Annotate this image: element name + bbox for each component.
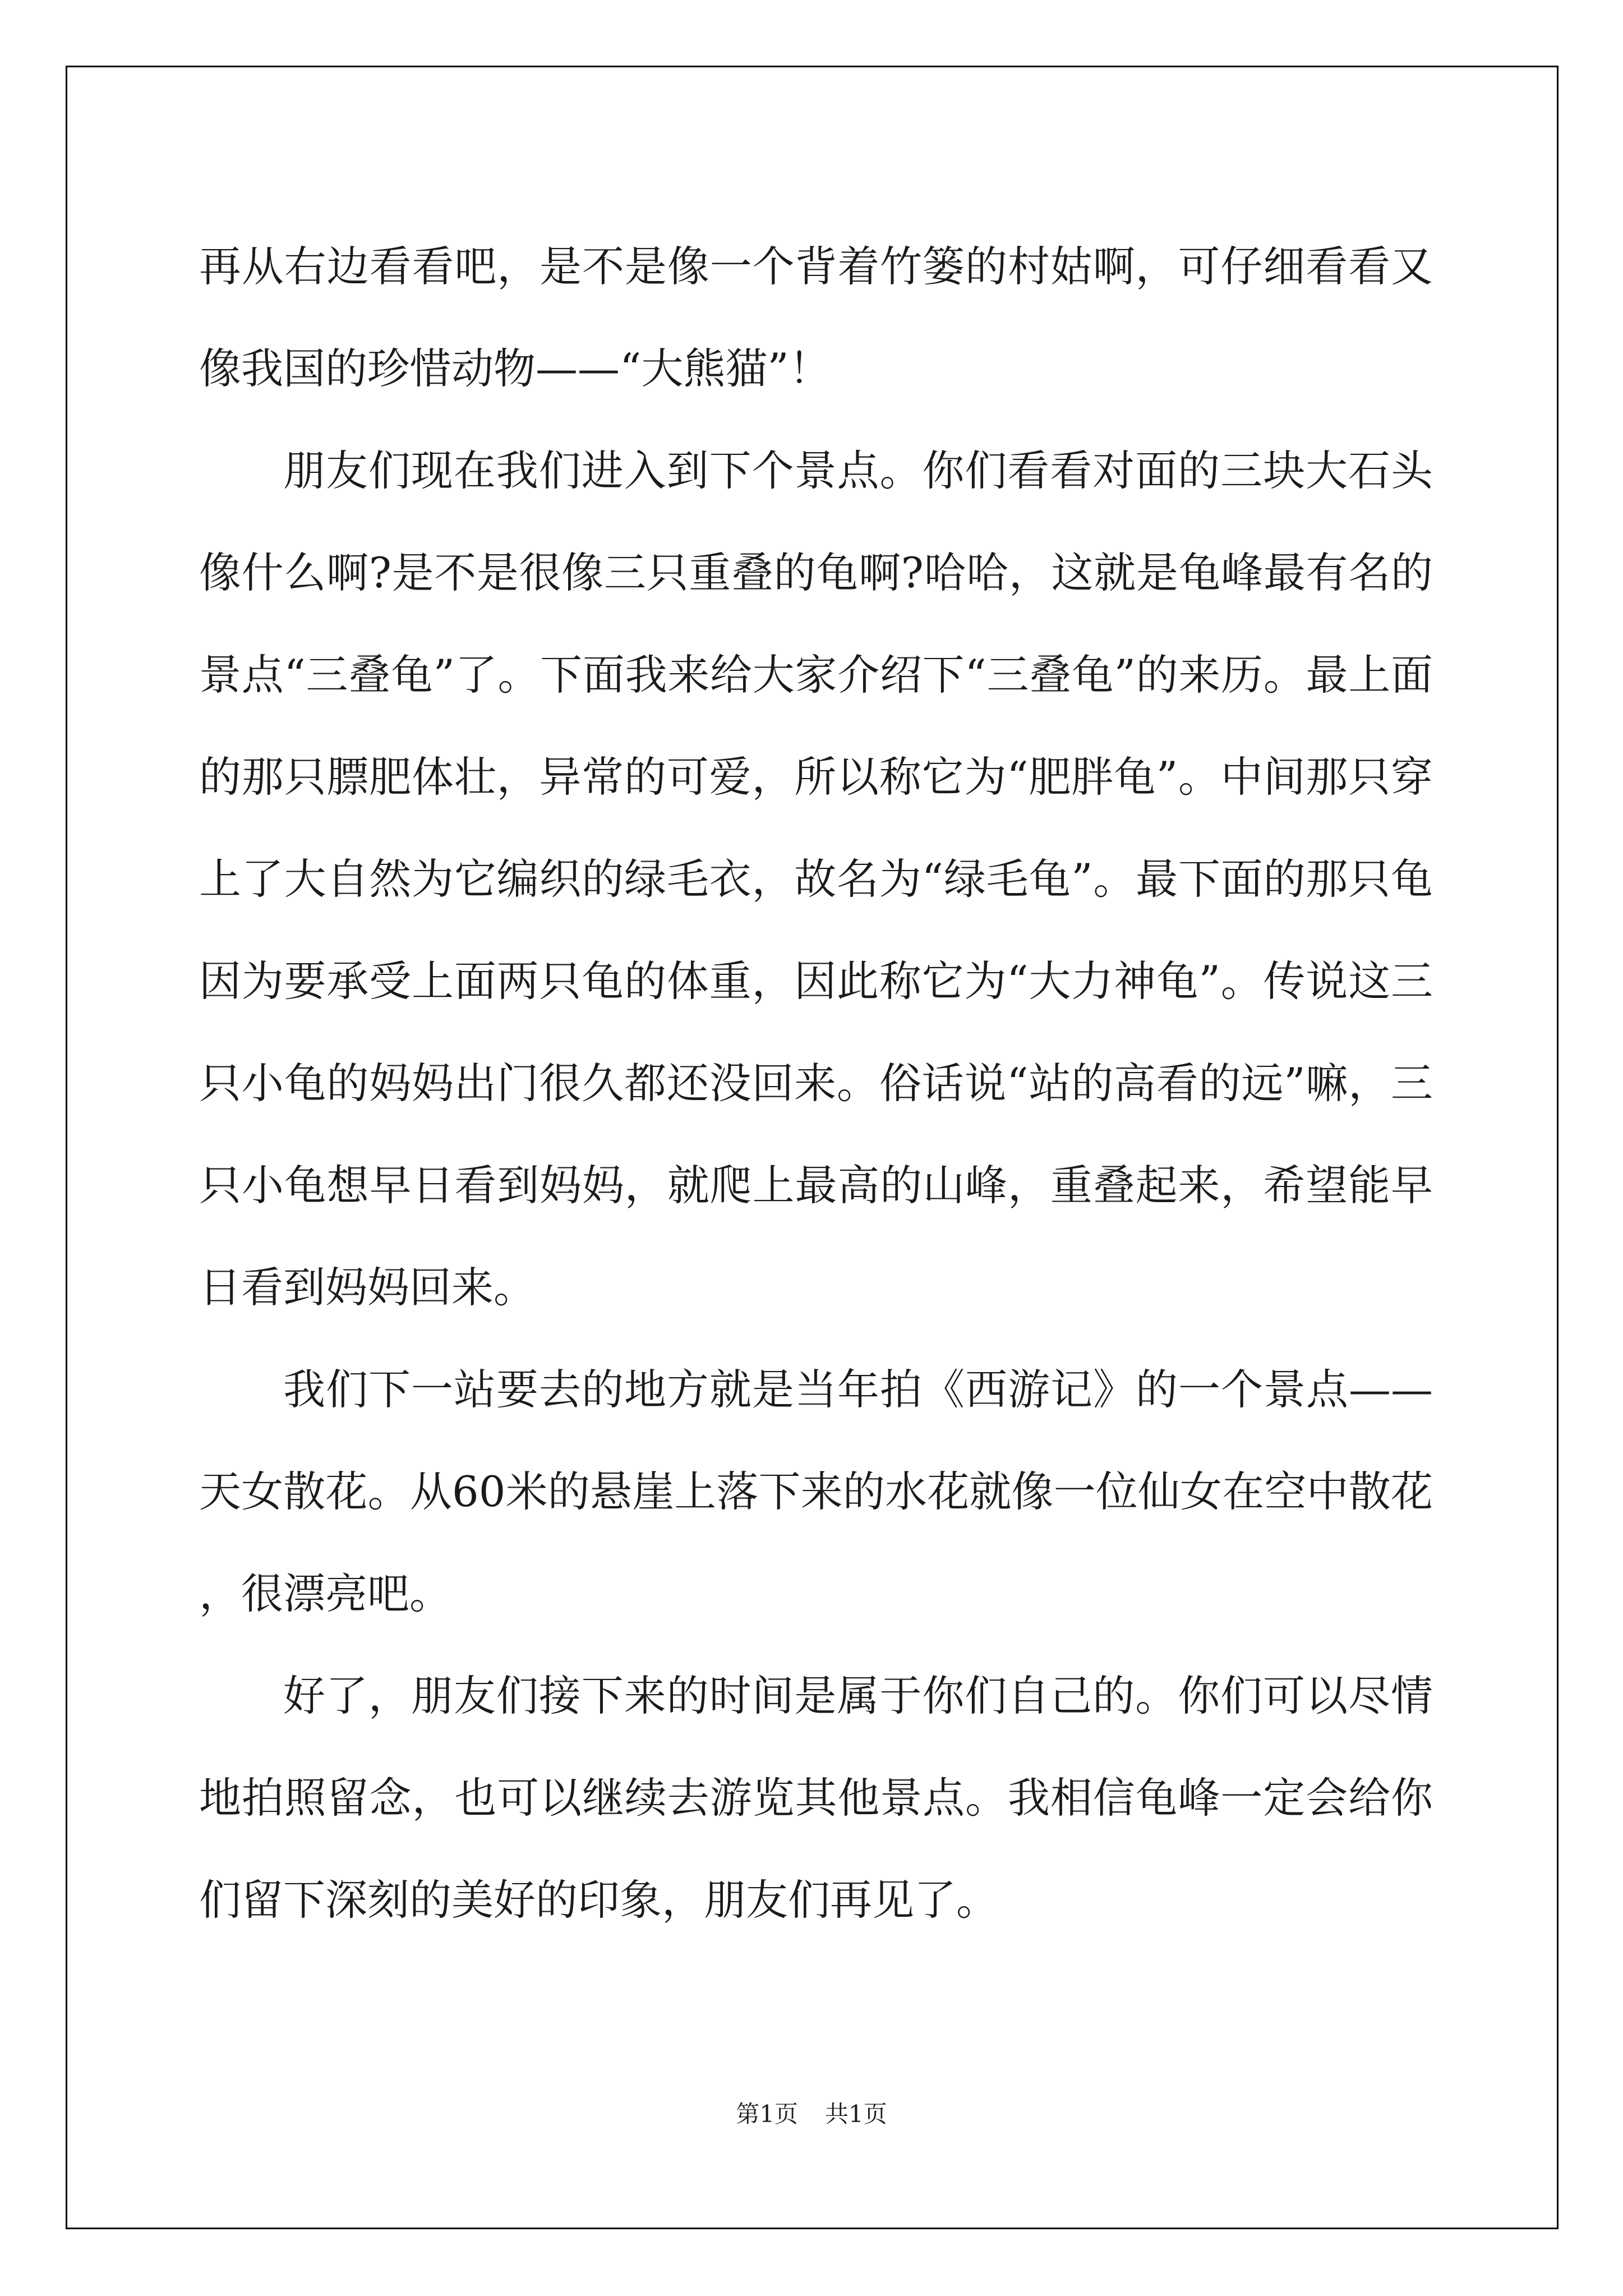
paragraph-1: 再从右边看看吧，是不是像一个背着竹篓的村姑啊，可仔细看看又像我国的珍惜动物——“大熊猫”！ xyxy=(199,242,1433,393)
document-body xyxy=(199,215,1433,1951)
paragraph-2: 朋友们现在我们进入到下个景点。你们看看对面的三块大石头像什么啊?是不是很像三只重叠的龟啊?哈哈，这就是龟峰最有名的景点“三叠龟”了。下面我来给大家介绍下“三叠龟”的来历。最上面的那只膘肥体壮，异常的可爱，所以称它为“肥胖龟”。中间那只穿上了大自然为它编织的绿毛衣，故名为“绿毛龟”。最下面的那只龟因为要承受上面两只龟的体重，因此称它为“大力神龟”。传说这三只小龟的妈妈出门很久都还没回来。俗话说“站的高看的远”嘛，三只小龟想早日看到妈妈，就爬上最高的山峰，重叠起来，希望能早日看到妈妈回来。 xyxy=(199,446,1433,1312)
page-footer xyxy=(0,2097,1623,2131)
paragraph-3: 我们下一站要去的地方就是当年拍《西游记》的一个景点——天女散花。从60米的悬崖上落下来的水花就像一位仙女在空中散花，很漂亮吧。 xyxy=(199,1365,1433,1618)
paragraph-4: 好了，朋友们接下来的时间是属于你们自己的。你们可以尽情地拍照留念，也可以继续去游览其他景点。我相信龟峰一定会给你们留下深刻的美好的印象，朋友们再见了。 xyxy=(199,1671,1433,1925)
page-total: 共1页 xyxy=(825,2100,887,2128)
page-number: 第1页 xyxy=(736,2100,798,2128)
